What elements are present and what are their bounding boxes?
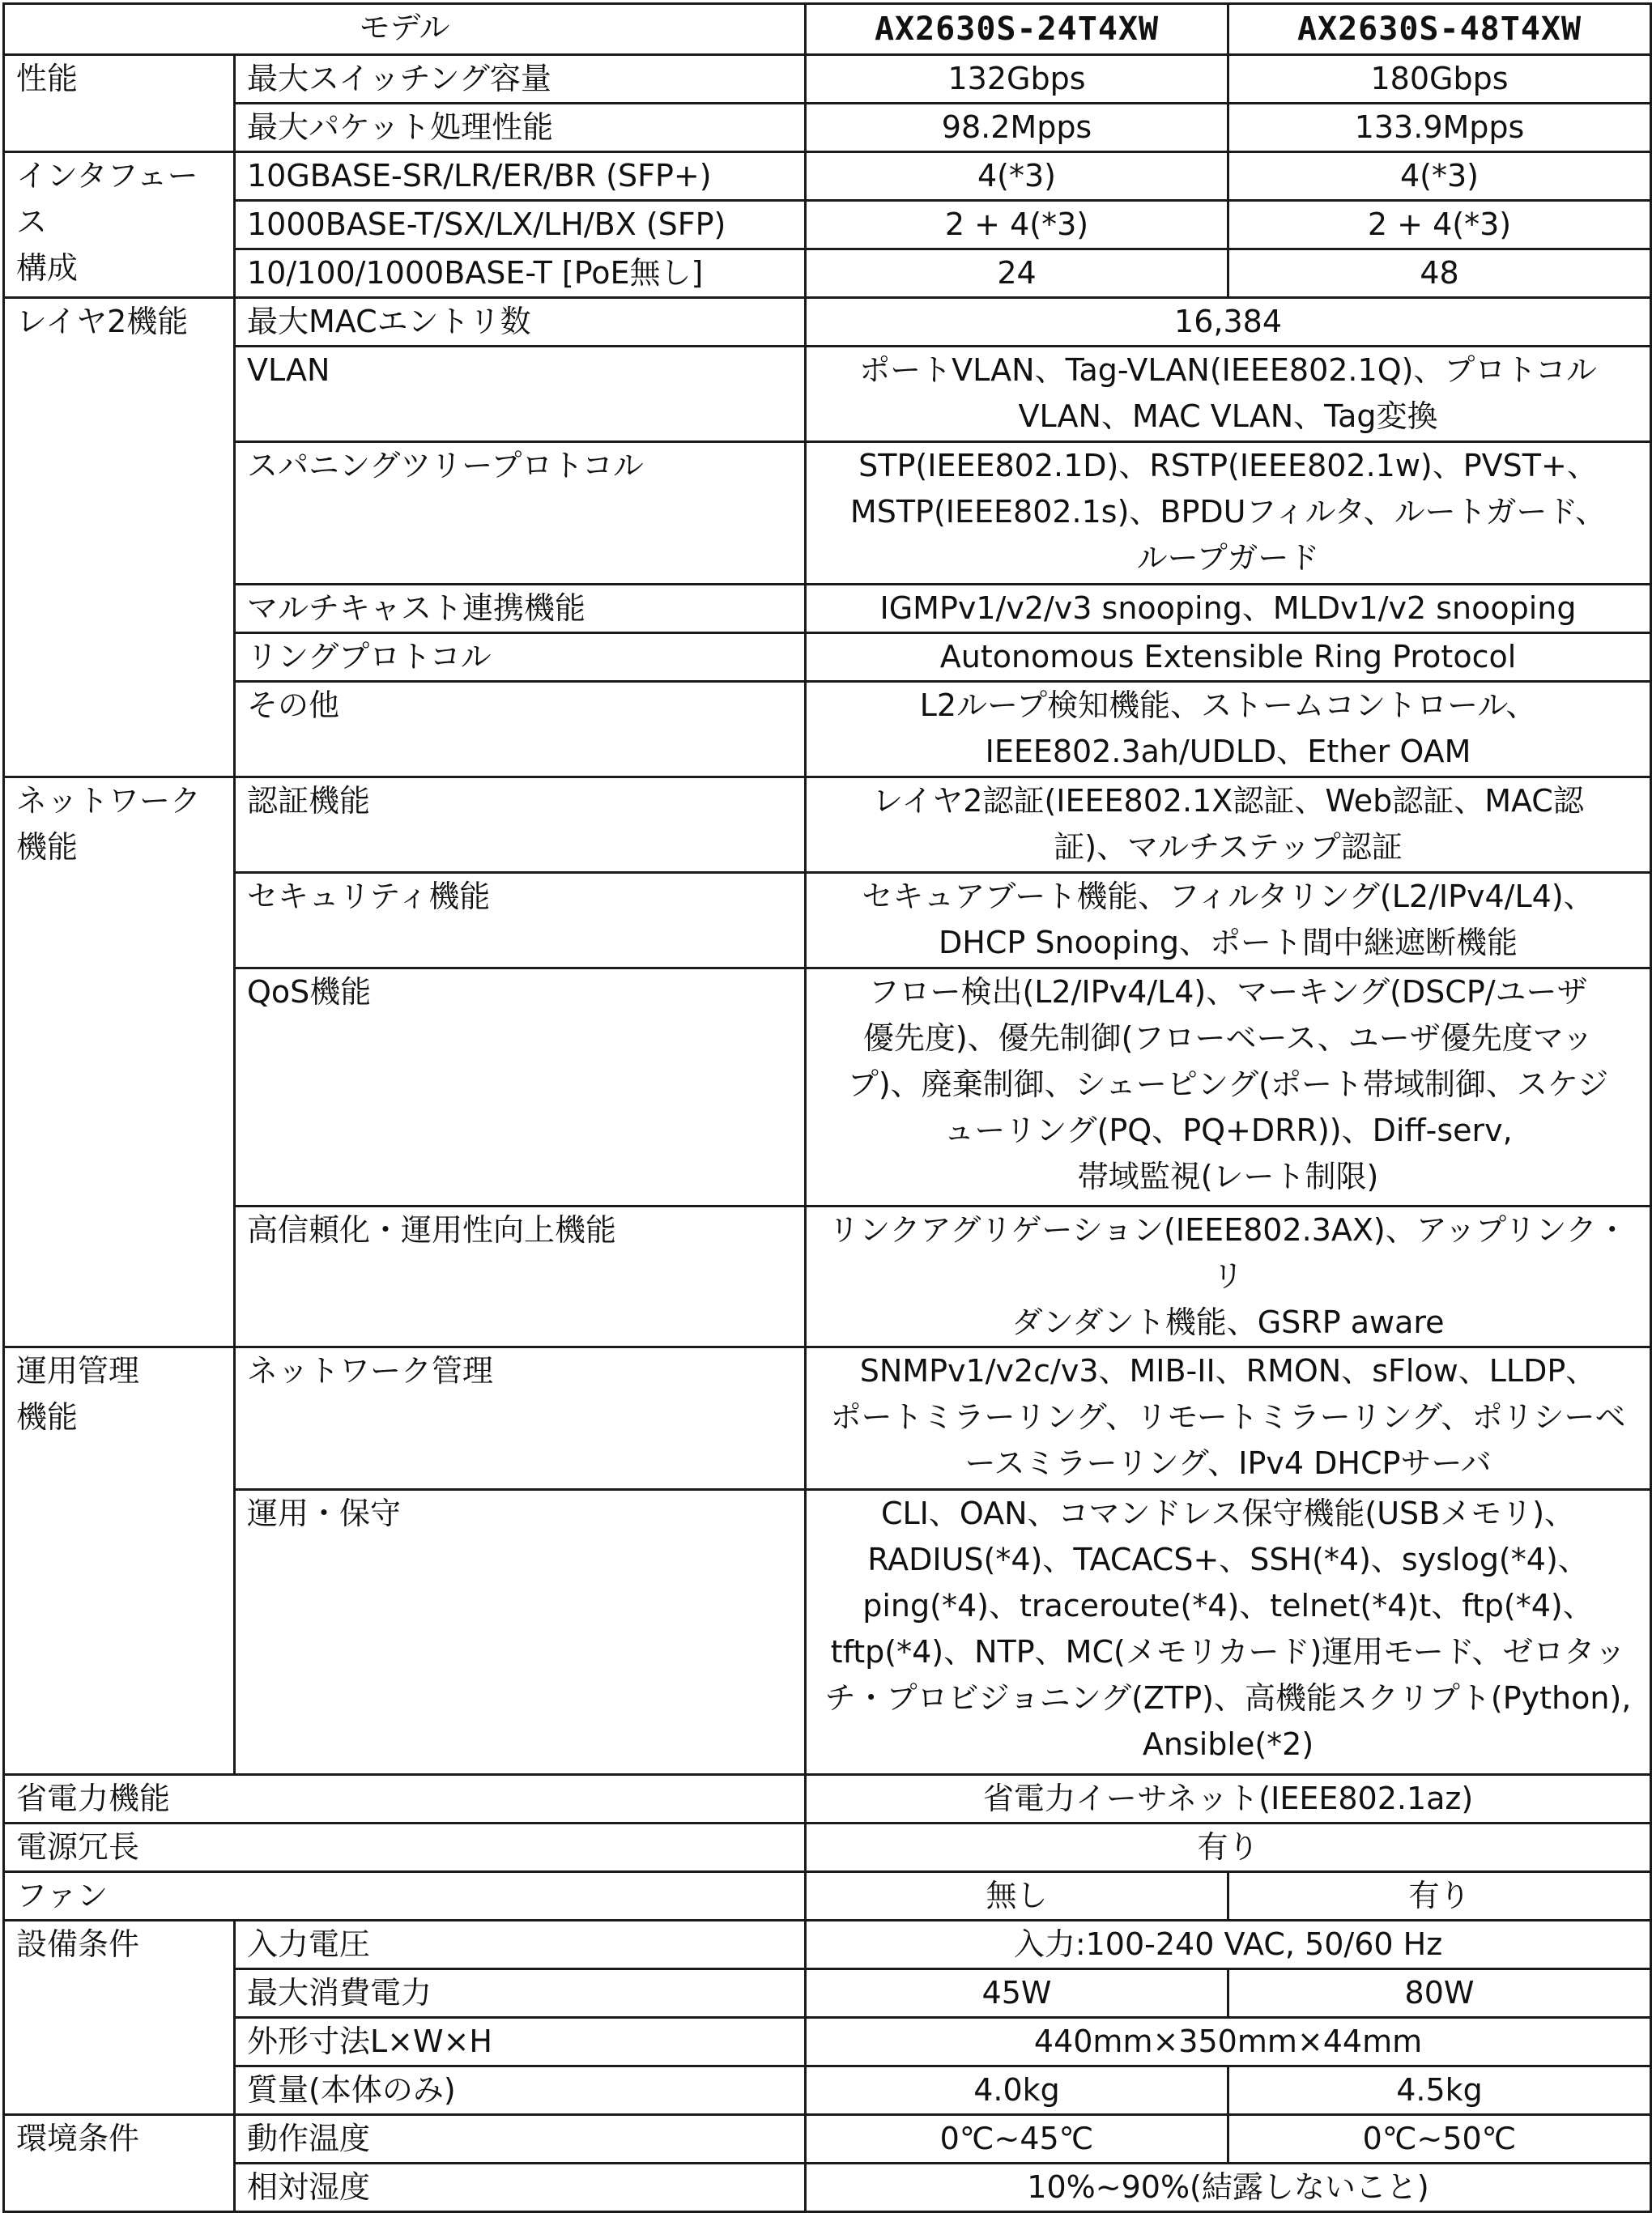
ops-value <box>806 1490 1651 1775</box>
mac-entries-value: 16,384 <box>806 298 1651 347</box>
copper-label: 10/100/1000BASE-T [PoE無し] <box>235 249 806 298</box>
table-row <box>4 2115 1651 2164</box>
table-row <box>4 104 1651 152</box>
table-row <box>4 1775 1651 1824</box>
switching-capacity-b: 180Gbps <box>1228 55 1651 104</box>
ring-protocol-value: Autonomous Extensible Ring Protocol <box>806 633 1651 682</box>
sfp-a: 2 + 4(*3) <box>806 201 1228 249</box>
category-environment: 環境条件 <box>4 2115 235 2212</box>
temperature-b: 0℃~50℃ <box>1228 2115 1651 2164</box>
switching-capacity-label: 最大スイッチング容量 <box>235 55 806 104</box>
category-interface-line2: 構成 <box>16 250 79 286</box>
table-row <box>4 201 1651 249</box>
table-row <box>4 1824 1651 1872</box>
fan-a: 無し <box>806 1872 1228 1921</box>
table-row <box>4 1490 1651 1775</box>
stp-value-line3: ループガード <box>1136 540 1320 576</box>
category-management <box>4 1347 235 1775</box>
netmgmt-label: ネットワーク管理 <box>235 1347 806 1490</box>
ops-value-line3: ping(*4)、traceroute(*4)、telnet(*4)t、ftp(*4)、 <box>862 1588 1594 1624</box>
netmgmt-value-line2: ポートミラーリング、リモートミラーリング、ポリシーベ <box>830 1399 1626 1435</box>
table-row <box>4 442 1651 585</box>
fan-b: 有り <box>1228 1872 1651 1921</box>
ops-value-line5: チ・プロビジョニング(ZTP)、高機能スクリプト(Python), <box>824 1680 1632 1716</box>
qos-value-line4: ューリング(PQ、PQ+DRR))、Diff-serv, <box>943 1113 1513 1148</box>
other-value-line1: L2ループ検知機能、ストームコントロール、 <box>919 687 1537 723</box>
category-network-line1: ネットワーク <box>16 783 202 819</box>
weight-b: 4.5kg <box>1228 2066 1651 2115</box>
redundant-power-value: 有り <box>806 1824 1651 1872</box>
security-value-line2: DHCP Snooping、ポート間中継遮断機能 <box>939 925 1518 960</box>
qos-value-line2: 優先度)、優先制御(フローベース、ユーザ優先度マッ <box>862 1020 1594 1056</box>
table-row <box>4 1207 1651 1347</box>
table-row <box>4 1969 1651 2018</box>
table-row <box>4 633 1651 682</box>
vlan-value-line2: VLAN、MAC VLAN、Tag変換 <box>1018 398 1438 434</box>
sfp-plus-a: 4(*3) <box>806 152 1228 201</box>
table-row <box>4 1347 1651 1490</box>
other-value-line2: IEEE802.3ah/UDLD、Ether OAM <box>985 734 1471 769</box>
table-row <box>4 55 1651 104</box>
table-row <box>4 2018 1651 2066</box>
ha-value-line1: リンクアグリゲーション(IEEE802.3AX)、アップリンク・リ <box>828 1212 1628 1294</box>
table-row <box>4 873 1651 968</box>
category-layer2: レイヤ2機能 <box>4 298 235 777</box>
category-performance: 性能 <box>4 55 235 152</box>
model-b-header: AX2630S-48T4XW <box>1228 4 1651 55</box>
power-saving-value: 省電力イーサネット(IEEE802.1az) <box>806 1775 1651 1824</box>
fan-label: ファン <box>4 1872 806 1921</box>
category-interface <box>4 152 235 298</box>
model-header-label: モデル <box>4 4 806 55</box>
packet-rate-a: 98.2Mpps <box>806 104 1228 152</box>
table-row <box>4 682 1651 777</box>
category-facility: 設備条件 <box>4 1921 235 2115</box>
table-row <box>4 2066 1651 2115</box>
weight-a: 4.0kg <box>806 2066 1228 2115</box>
security-label: セキュリティ機能 <box>235 873 806 968</box>
table-row <box>4 249 1651 298</box>
ha-label: 高信頼化・運用性向上機能 <box>235 1207 806 1347</box>
other-label: その他 <box>235 682 806 777</box>
packet-rate-b: 133.9Mpps <box>1228 104 1651 152</box>
table-row <box>4 298 1651 347</box>
category-management-line1: 運用管理 <box>16 1353 140 1389</box>
sfp-plus-label: 10GBASE-SR/LR/ER/BR (SFP+) <box>235 152 806 201</box>
switching-capacity-a: 132Gbps <box>806 55 1228 104</box>
ops-value-line1: CLI、OAN、コマンドレス保守機能(USBメモリ)、 <box>880 1496 1576 1531</box>
qos-value-line5: 帯域監視(レート制限) <box>1077 1159 1379 1194</box>
table-row <box>4 152 1651 201</box>
model-a-header: AX2630S-24T4XW <box>806 4 1228 55</box>
table-row <box>4 2164 1651 2212</box>
copper-a: 24 <box>806 249 1228 298</box>
vlan-value <box>806 347 1651 442</box>
packet-rate-label: 最大パケット処理性能 <box>235 104 806 152</box>
netmgmt-value <box>806 1347 1651 1490</box>
power-consumption-b: 80W <box>1228 1969 1651 2018</box>
category-management-line2: 機能 <box>16 1399 79 1435</box>
table-row <box>4 1872 1651 1921</box>
qos-value <box>806 968 1651 1207</box>
qos-label: QoS機能 <box>235 968 806 1207</box>
auth-value-line1: レイヤ2認証(IEEE802.1X認証、Web認証、MAC認 <box>872 783 1584 819</box>
ops-value-line4: tftp(*4)、NTP、MC(メモリカード)運用モード、ゼロタッ <box>830 1634 1626 1670</box>
ha-value-line2: ダンダント機能、GSRP aware <box>1011 1304 1445 1340</box>
stp-label: スパニングツリープロトコル <box>235 442 806 585</box>
security-value-line1: セキュアブート機能、フィルタリング(L2/IPv4/L4)、 <box>862 879 1595 914</box>
qos-value-line1: フロー検出(L2/IPv4/L4)、マーキング(DSCP/ユーザ <box>868 974 1588 1010</box>
humidity-value: 10%~90%(結露しないこと) <box>806 2164 1651 2212</box>
table-row <box>4 585 1651 633</box>
ring-protocol-label: リングプロトコル <box>235 633 806 682</box>
table-row <box>4 347 1651 442</box>
table-row <box>4 777 1651 873</box>
sfp-label: 1000BASE-T/SX/LX/LH/BX (SFP) <box>235 201 806 249</box>
voltage-value: 入力:100-240 VAC, 50/60 Hz <box>806 1921 1651 1969</box>
redundant-power-label: 電源冗長 <box>4 1824 806 1872</box>
qos-value-line3: プ)、廃棄制御、シェーピング(ポート帯域制御、スケジ <box>847 1066 1609 1102</box>
table-row <box>4 1921 1651 1969</box>
power-saving-label: 省電力機能 <box>4 1775 806 1824</box>
security-value <box>806 873 1651 968</box>
humidity-label: 相対湿度 <box>235 2164 806 2212</box>
power-consumption-label: 最大消費電力 <box>235 1969 806 2018</box>
other-value <box>806 682 1651 777</box>
netmgmt-value-line1: SNMPv1/v2c/v3、MIB-II、RMON、sFlow、LLDP、 <box>859 1353 1597 1389</box>
dimension-label: 外形寸法L×W×H <box>235 2018 806 2066</box>
voltage-label: 入力電圧 <box>235 1921 806 1969</box>
stp-value-line1: STP(IEEE802.1D)、RSTP(IEEE802.1w)、PVST+、 <box>858 448 1598 483</box>
netmgmt-value-line3: ースミラーリング、IPv4 DHCPサーバ <box>964 1445 1492 1481</box>
vlan-value-line1: ポートVLAN、Tag-VLAN(IEEE802.1Q)、プロトコル <box>859 352 1597 388</box>
table-row <box>4 968 1651 1207</box>
auth-label: 認証機能 <box>235 777 806 873</box>
category-network <box>4 777 235 1347</box>
category-interface-line1: インタフェース <box>16 158 198 240</box>
temperature-label: 動作温度 <box>235 2115 806 2164</box>
ops-value-line2: RADIUS(*4)、TACACS+、SSH(*4)、syslog(*4)、 <box>867 1542 1589 1577</box>
multicast-label: マルチキャスト連携機能 <box>235 585 806 633</box>
category-network-line2: 機能 <box>16 829 79 865</box>
dimension-value: 440mm×350mm×44mm <box>806 2018 1651 2066</box>
power-consumption-a: 45W <box>806 1969 1228 2018</box>
auth-value <box>806 777 1651 873</box>
stp-value-line2: MSTP(IEEE802.1s)、BPDUフィルタ、ルートガード、 <box>849 494 1607 530</box>
sfp-plus-b: 4(*3) <box>1228 152 1651 201</box>
ops-value-line6: Ansible(*2) <box>1142 1726 1314 1762</box>
weight-label: 質量(本体のみ) <box>235 2066 806 2115</box>
stp-value <box>806 442 1651 585</box>
auth-value-line2: 証)、マルチステップ認証 <box>1054 829 1403 865</box>
mac-entries-label: 最大MACエントリ数 <box>235 298 806 347</box>
sfp-b: 2 + 4(*3) <box>1228 201 1651 249</box>
header-row <box>4 4 1651 55</box>
temperature-a: 0℃~45℃ <box>806 2115 1228 2164</box>
copper-b: 48 <box>1228 249 1651 298</box>
multicast-value: IGMPv1/v2/v3 snooping、MLDv1/v2 snooping <box>806 585 1651 633</box>
ha-value <box>806 1207 1651 1347</box>
ops-label: 運用・保守 <box>235 1490 806 1775</box>
spec-table <box>2 2 1652 2213</box>
vlan-label: VLAN <box>235 347 806 442</box>
